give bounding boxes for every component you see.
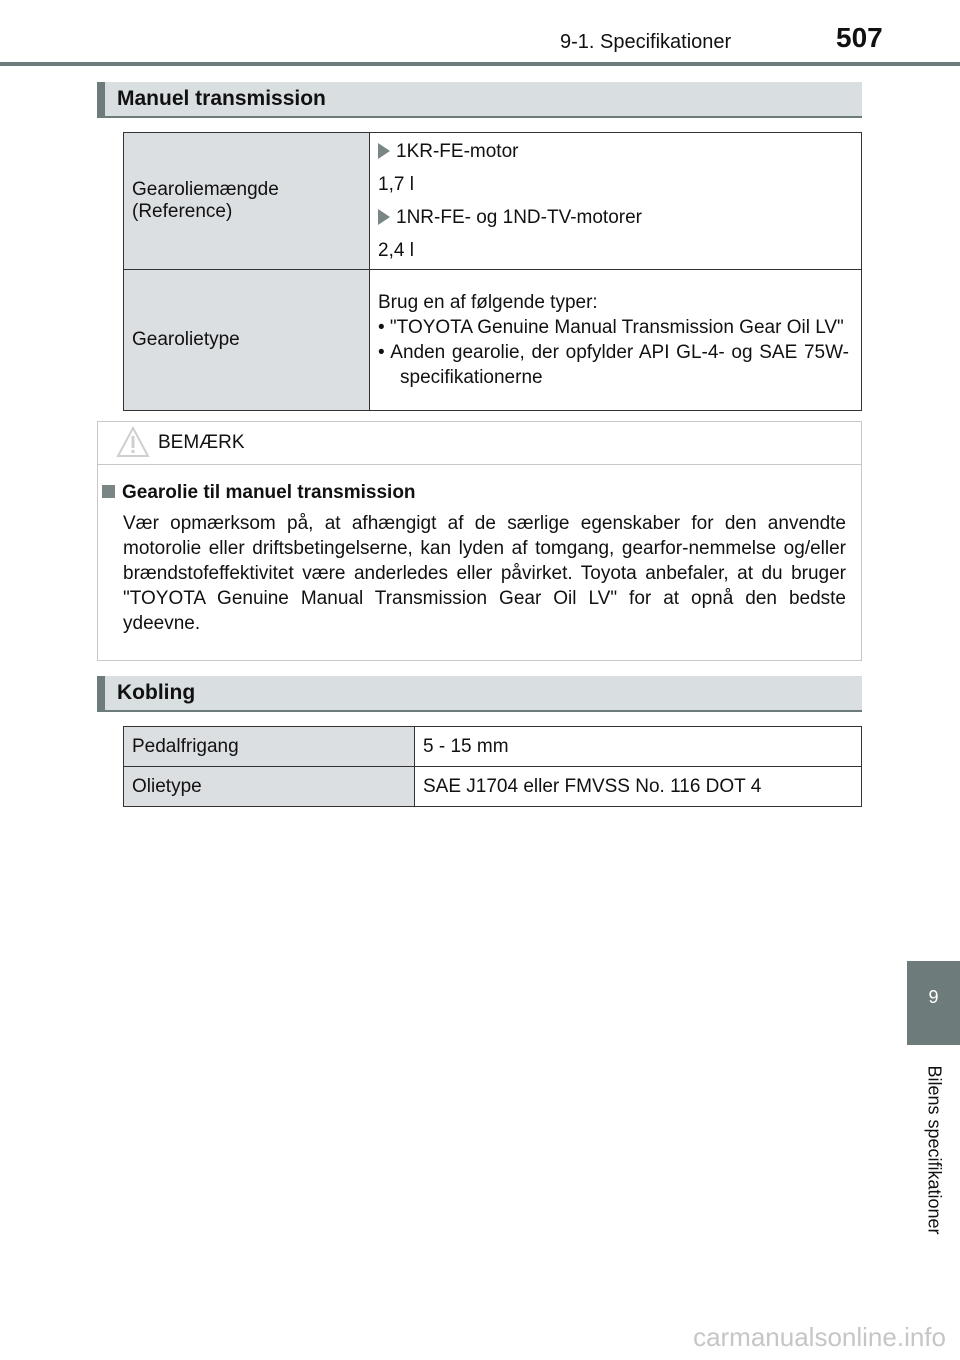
notice-subheading (102, 482, 416, 504)
arrow-right-icon (378, 209, 390, 225)
arrow-right-icon (378, 143, 390, 159)
notice-body: Vær opmærksom på, at afhængigt af de særlige egenskaber for den anvendte motorolie eller driftsbetingelserne, kan lyden af tomgang, gearfor-nemmelse og/eller brændstofeffektivitet være anderledes eller påvirket. Toyota anbefaler, at du bruger "TOYOTA Genuine Manual Transmission Gear Oil LV" for at opnå den bedste ydeevne. (123, 513, 846, 634)
manual-transmission-table (123, 132, 862, 411)
notice-header (98, 422, 861, 465)
oil-type-bullet: • "TOYOTA Genuine Manual Transmission Gear Oil LV" (378, 317, 844, 338)
label-cell: Pedalfrigang (124, 727, 415, 767)
value-cell (370, 133, 862, 270)
header-title: 9-1. Specifikationer (560, 31, 732, 53)
value-cell: 5 - 15 mm (415, 727, 862, 767)
table-row (124, 767, 862, 807)
section-heading-label: Manuel transmission (117, 87, 326, 110)
label-cell: Olietype (124, 767, 415, 807)
header-rule (0, 62, 960, 66)
page-number: 507 (836, 22, 883, 53)
oil-type-intro: Brug en af følgende typer: (378, 292, 598, 313)
label-text: Gearoliemængde (Reference) (132, 179, 279, 222)
engine-line (378, 139, 849, 164)
label-cell (124, 270, 370, 411)
engine-label: 1KR-FE-motor (396, 141, 519, 162)
watermark: carmanualsonline.info (693, 1322, 946, 1352)
engine-line (378, 205, 849, 230)
label-cell (124, 133, 370, 270)
capacity-value: 1,7 l (378, 174, 414, 195)
notice-subheading-text: Gearolie til manuel transmission (122, 482, 416, 503)
value-cell: SAE J1704 eller FMVSS No. 116 DOT 4 (415, 767, 862, 807)
label-text: Gearolietype (132, 329, 240, 350)
section-heading-clutch (97, 676, 862, 712)
chapter-tab (907, 961, 960, 1045)
capacity-value: 2,4 l (378, 240, 414, 261)
square-bullet-icon (102, 485, 115, 498)
warning-icon (116, 426, 150, 458)
value-cell (370, 270, 862, 411)
section-heading-manual-transmission (97, 82, 862, 118)
engine-label: 1NR-FE- og 1ND-TV-motorer (396, 207, 642, 228)
table-row (124, 270, 862, 411)
notice-title: BEMÆRK (158, 432, 245, 453)
clutch-table (123, 726, 862, 807)
section-heading-label: Kobling (117, 681, 196, 704)
oil-type-bullet: • Anden gearolie, der opfylder API GL-4- og SAE 75W-specifikationerne (378, 342, 849, 388)
table-row (124, 727, 862, 767)
chapter-number: 9 (928, 987, 939, 1007)
chapter-label: Bilens specifikationer (924, 1065, 945, 1235)
notice-box (97, 421, 862, 661)
table-row (124, 133, 862, 270)
